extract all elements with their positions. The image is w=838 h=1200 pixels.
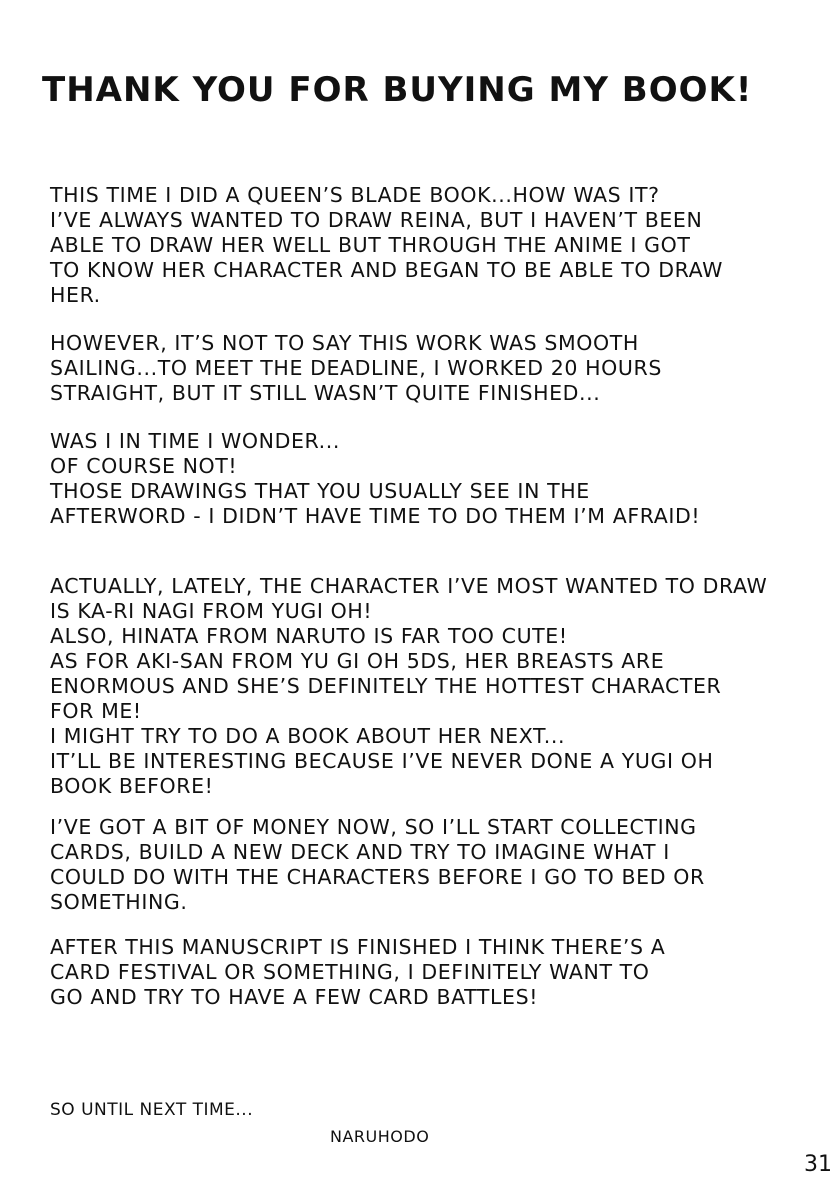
paragraph-line: I’VE GOT A BIT OF MONEY NOW, SO I’LL START COLLECTING bbox=[50, 815, 697, 839]
paragraph-line: AS FOR AKI-SAN FROM YU GI OH 5DS, HER BREASTS ARE bbox=[50, 649, 665, 673]
paragraph-line: BOOK BEFORE! bbox=[50, 774, 214, 798]
paragraph-line: WAS I IN TIME I WONDER... bbox=[50, 429, 340, 453]
paragraph-line: IT’LL BE INTERESTING BECAUSE I’VE NEVER DONE A YUGI OH bbox=[50, 749, 714, 773]
paragraph-line: OF COURSE NOT! bbox=[50, 454, 238, 478]
paragraph-line: STRAIGHT, BUT IT STILL WASN’T QUITE FINISHED... bbox=[50, 381, 601, 405]
author-signature: NARUHODO bbox=[330, 1127, 430, 1146]
paragraph-3 bbox=[50, 429, 820, 529]
closing-line: SO UNTIL NEXT TIME... bbox=[50, 1100, 254, 1120]
paragraph-line: I MIGHT TRY TO DO A BOOK ABOUT HER NEXT... bbox=[50, 724, 566, 748]
paragraph-line: SOMETHING. bbox=[50, 890, 188, 914]
paragraph-line: I’VE ALWAYS WANTED TO DRAW REINA, BUT I HAVEN’T BEEN bbox=[50, 208, 703, 232]
paragraph-line: HOWEVER, IT’S NOT TO SAY THIS WORK WAS SMOOTH bbox=[50, 331, 639, 355]
paragraph-line: ACTUALLY, LATELY, THE CHARACTER I’VE MOST WANTED TO DRAW bbox=[50, 574, 768, 598]
paragraph-line: HER. bbox=[50, 283, 101, 307]
paragraph-line: GO AND TRY TO HAVE A FEW CARD BATTLES! bbox=[50, 985, 539, 1009]
paragraph-line: ENORMOUS AND SHE’S DEFINITELY THE HOTTEST CHARACTER bbox=[50, 674, 722, 698]
paragraph-line: AFTER THIS MANUSCRIPT IS FINISHED I THINK THERE’S A bbox=[50, 935, 666, 959]
paragraph-line: AFTERWORD - I DIDN’T HAVE TIME TO DO THEM I’M AFRAID! bbox=[50, 504, 701, 528]
paragraph-1 bbox=[50, 183, 820, 308]
paragraph-4 bbox=[50, 574, 820, 799]
paragraph-line: FOR ME! bbox=[50, 699, 142, 723]
paragraph-5 bbox=[50, 815, 820, 915]
paragraph-line: ALSO, HINATA FROM NARUTO IS FAR TOO CUTE! bbox=[50, 624, 568, 648]
page-title: THANK YOU FOR BUYING MY BOOK! bbox=[42, 70, 753, 110]
page-number: 31 bbox=[804, 1152, 832, 1177]
paragraph-line: CARDS, BUILD A NEW DECK AND TRY TO IMAGINE WHAT I bbox=[50, 840, 670, 864]
paragraph-line: SAILING...TO MEET THE DEADLINE, I WORKED 20 HOURS bbox=[50, 356, 662, 380]
paragraph-line: COULD DO WITH THE CHARACTERS BEFORE I GO TO BED OR bbox=[50, 865, 705, 889]
paragraph-line: TO KNOW HER CHARACTER AND BEGAN TO BE ABLE TO DRAW bbox=[50, 258, 724, 282]
paragraph-line: CARD FESTIVAL OR SOMETHING, I DEFINITELY WANT TO bbox=[50, 960, 650, 984]
paragraph-2 bbox=[50, 331, 820, 406]
paragraph-6 bbox=[50, 935, 820, 1010]
paragraph-line: THOSE DRAWINGS THAT YOU USUALLY SEE IN THE bbox=[50, 479, 590, 503]
paragraph-line: IS KA-RI NAGI FROM YUGI OH! bbox=[50, 599, 373, 623]
paragraph-line: THIS TIME I DID A QUEEN’S BLADE BOOK...HOW WAS IT? bbox=[50, 183, 660, 207]
paragraph-line: ABLE TO DRAW HER WELL BUT THROUGH THE ANIME I GOT bbox=[50, 233, 691, 257]
